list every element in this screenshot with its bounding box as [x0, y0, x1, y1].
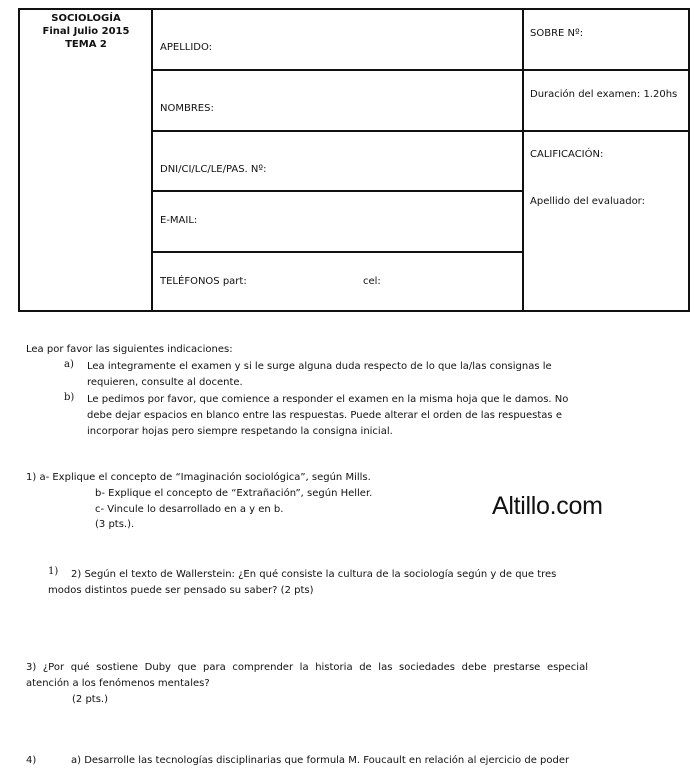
exam-date: Final Julio 2015: [42, 26, 130, 37]
evaluador-label: Apellido del evaluador:: [530, 196, 645, 207]
column-divider-left: [151, 10, 153, 310]
watermark-logo: Altillo.com: [492, 492, 603, 520]
subject-title: SOCIOLOGÍA: [51, 13, 121, 24]
row-divider: [522, 69, 690, 71]
instruction-a-line: requieren, consulte al docente.: [87, 377, 243, 388]
question-1a: 1) a- Explique el concepto de “Imaginación sociológica”, según Mills.: [26, 472, 371, 483]
sobre-label: SOBRE Nº:: [530, 28, 584, 39]
question-3-points: (2 pts.): [72, 694, 109, 705]
question-1-points: (3 pts.).: [95, 519, 135, 530]
calificacion-label: CALIFICACIÓN:: [530, 149, 604, 160]
apellido-label: APELLIDO:: [160, 42, 213, 53]
exam-title: [20, 12, 152, 51]
telefonos-label: TELÉFONOS part:: [160, 276, 247, 287]
dni-label: DNI/CI/LC/LE/PAS. Nº:: [160, 164, 267, 175]
row-divider: [151, 190, 524, 192]
column-divider-right: [522, 10, 524, 310]
question-1c: c- Vincule lo desarrollado en a y en b.: [95, 504, 284, 515]
instructions-intro: Lea por favor las siguientes indicaciones:: [26, 344, 233, 355]
question-1b: b- Explique el concepto de “Extrañación”, según Heller.: [95, 488, 373, 499]
question-3-line: atención a los fenómenos mentales?: [26, 678, 210, 689]
nombres-label: NOMBRES:: [160, 103, 214, 114]
row-divider: [151, 251, 524, 253]
question-4-number: 4): [26, 755, 37, 766]
cel-label: cel:: [363, 276, 381, 287]
question-2-marker: 1): [48, 566, 59, 577]
instruction-a-marker: a): [64, 359, 74, 370]
duracion-label: Duración del examen: 1.20hs: [530, 89, 678, 100]
email-label: E-MAIL:: [160, 215, 198, 226]
row-divider: [151, 130, 524, 132]
question-4a: a) Desarrolle las tecnologías disciplinarias que formula M. Foucault en relación al ejercicio de poder: [71, 755, 570, 766]
question-2-line: 2) Según el texto de Wallerstein: ¿En qué consiste la cultura de la sociología según y de que tres: [71, 569, 557, 580]
instruction-b-line: incorporar hojas pero siempre respetando la consigna inicial.: [87, 426, 393, 437]
instruction-b-line: debe dejar espacios en blanco entre las respuestas. Puede alterar el orden de las respuestas e: [87, 410, 562, 421]
instruction-b-line: Le pedimos por favor, que comience a responder el examen en la misma hoja que le damos. No: [87, 394, 569, 405]
row-divider: [522, 130, 690, 132]
question-3-line: 3) ¿Por qué sostiene Duby que para comprender la historia de las sociedades debe prestarse especial: [26, 662, 588, 673]
instruction-a-line: Lea integramente el examen y si le surge alguna duda respecto de lo que la/las consignas le: [87, 361, 552, 372]
row-divider: [151, 69, 524, 71]
question-2-line: modos distintos puede ser pensado su saber? (2 pts): [48, 585, 314, 596]
header-table: [18, 8, 690, 312]
instruction-b-marker: b): [64, 392, 75, 403]
exam-topic: TEMA 2: [65, 39, 107, 50]
